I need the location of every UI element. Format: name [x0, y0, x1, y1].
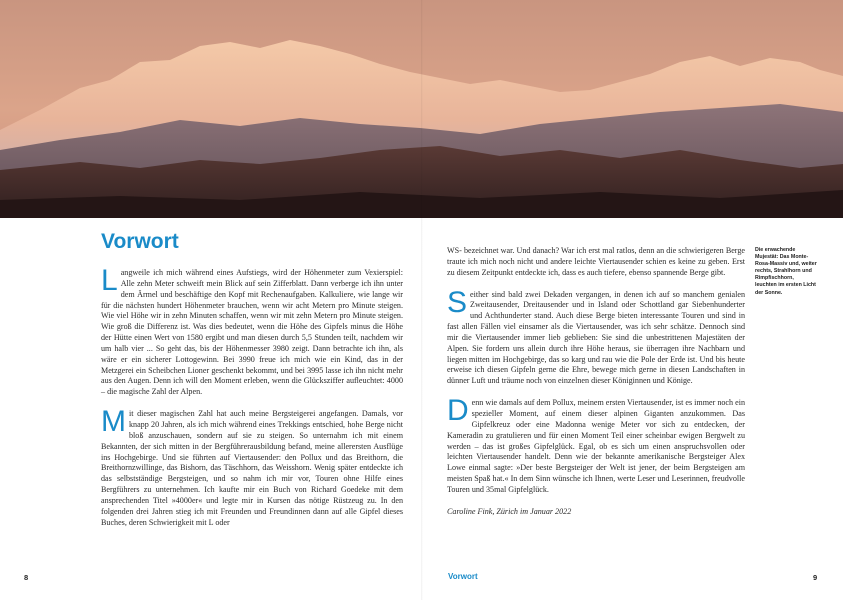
text-column-right: [447, 246, 745, 518]
paragraph-text: it dieser magischen Zahl hat auch meine Bergsteigerei angefangen. Damals, vor knapp 20 Jahren, als ich mich während eines Trekkings entschied, hohe Berge nicht bloß anzuschauen, sondern auf sie zu steigen. So unternahm ich mit einem Bekannten, der sich mitten in der Bergführerausbildung befand, meine allerersten Ausflüge ins Hochgebirge. Und sie führten auf Viertausender: den Pollux und das Breithorn, die Breithornzwillinge, das Bishorn, das Täschhorn, das Weisshorn. Wenig später entdeckte ich das selbstständige Bergsteigen, und so nahm ich mir vor, Touren ohne Hilfe eines Bergführers zu unternehmen. Ich kaufte mir ein Buch von Richard Goedeke mit dem ansprechenden Titel »4000er« und legte mir in Kursen das nötige Rüstzeug zu. In den folgenden drei Jahren stieg ich mit Freunden und Freundinnen dann auf alle Gipfel dieses Buches, deren Schwierigkeit mit L oder: [101, 409, 403, 527]
drop-cap: S: [447, 285, 468, 319]
book-gutter: [421, 0, 423, 600]
paragraph-text: either sind bald zwei Dekaden vergangen, in denen ich auf so manchem genialen Zweitausender, Dreitausender und in Island oder Schottland gar Siebenhunderter und Achthunderter stand. Auch diese Berge bieten interessante Touren und sind in fast allen Fällen viel einsamer als die Viertausender, was ich sehr schätze. Dennoch sind mir die Viertausender immer lieb geblieben: Sie sind die unbestrittenen Majestäten der Alpen. Sie fordern uns allein durch ihre Höhe heraus, sie überragen ihre Nachbarn und liegen mitten im Hochgebirge, das so karg und rau wie die Pole der Erde ist. Und bis heute erweise ich diesen Gipfeln gerne die Ehre, bewege mich gerne in diesen Landschaften in dünner Luft und träume noch von einzelnen dieser Königinnen und Könige.: [447, 289, 745, 386]
page-title: Vorwort: [101, 230, 179, 253]
paragraph: [101, 405, 403, 528]
text-column-left: [101, 264, 403, 528]
paragraph: [447, 394, 745, 496]
paragraph-text: angweile ich mich während eines Aufstiegs, wird der Höhenmeter zum Vexierspiel: Alle zehn Meter schweift mein Blick auf sein Zifferblatt. Dann verberge ich ihn unter dem Ärmel und beschäftige den Kopf mit Rechenaufgaben. Kalkuliere, wie lange wir für die nächsten hundert Höhenmeter brauchen, wenn wir acht Metern pro Minute steigen. Wie viel Höhe wir in zehn Minuten schaffen, wenn wir mit zehn Metern pro Minute steigen. Wie groß die Differenz ist. Was dies bedeutet, wenn die Höhe des Gipfels minus die Höhe der Hütte einen Wert von 1580 ergibt und man diesen durch 5,5 Stunden teilt, nachdem wir um halb vier ... So geht das, bis der Höhenmesser 3980 zeigt. Dann betrachte ich ihn, als wäre er ein sicherer Lottogewinn. Bei 3990 freue ich mich wie ein Kind, das in der Metzgerei ein Scheibchen Lioner geschenkt bekommt, und bei 3995 lasse ich ihn nicht mehr aus den Augen. Denn ich will den Moment erleben, wenn die Glücksziffer aufleuchtet: 4000 – die magische Zahl der Alpen.: [101, 268, 403, 397]
drop-cap: D: [447, 394, 469, 428]
paragraph: [447, 285, 745, 388]
paragraph: [101, 264, 403, 398]
author-signature: Caroline Fink, Zürich im Januar 2022: [447, 506, 572, 516]
paragraph: WS- bezeichnet war. Und danach? War ich erst mal ratlos, denn an die schwierigeren Berge traute ich mich noch nicht und andere leichte Viertausender schien es keine zu geben. Erst zu diesem Zeitpunkt entdeckte ich, dass es auch tiefere, ebenso spannende Berge gibt.: [447, 246, 745, 277]
drop-cap: L: [101, 264, 118, 297]
page-number-right: 9: [813, 573, 818, 582]
running-footer-title: Vorwort: [448, 572, 478, 581]
paragraph-text: enn wie damals auf dem Pollux, meinem ersten Viertausender, ist es immer noch ein spezieller Moment, auf einem dieser alpinen Giganten anzukommen. Das Gipfelkreuz oder eine Madonna wenige Meter vor sich zu entdecken, der Kameradin zu gratulieren und für einen Moment Teil einer scheinbar ewigen Bergwelt zu werden – das ist großes Gipfelglück. Egal, ob es sich um einen anspruchsvollen oder leichten Viertausender handelt. Denn wie der bekannte amerikanische Bergsteiger Alex Lowe einmal sagte: »Der beste Bergsteiger der Welt ist jener, der beim Bergsteigen am meisten Spaß hat.« In dem Sinn wünsche ich Ihnen, werte Leser und Leserinnen, freudvolle Touren und 35mal Gipfelglück.: [447, 398, 745, 494]
photo-caption: Die erwachende Mujestät: Das Monte-Rosa-Massiv und, weiter rechts, Strahlhorn und Rimpfischhorn, leuchten im ersten Licht der Sonne.: [755, 247, 817, 296]
drop-cap: M: [101, 405, 126, 439]
page-number-left: 8: [24, 573, 29, 582]
